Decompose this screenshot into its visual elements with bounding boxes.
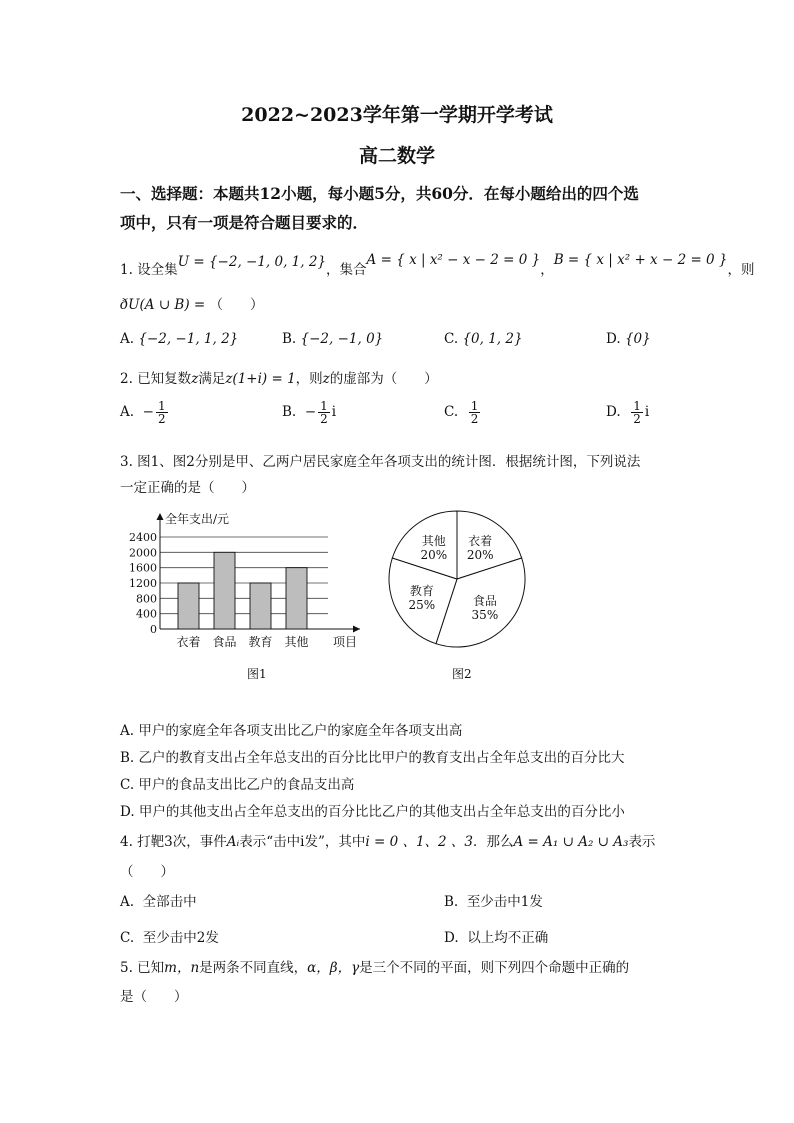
question-4-line1 — [120, 830, 655, 850]
option-sign: − — [304, 404, 317, 420]
section-heading-line1: 一、选择题：本题共12小题，每小题5分，共60分．在每小题给出的四个选 — [120, 184, 639, 203]
answer-paren: （ ） — [209, 297, 264, 313]
exam-subject: 高二数学 — [358, 145, 435, 167]
option-label: A. — [120, 894, 135, 910]
bar — [214, 552, 235, 629]
y-axis-arrow — [157, 513, 164, 520]
option-value: {0, 1, 2} — [462, 331, 523, 347]
denominator: 2 — [470, 412, 479, 426]
q2-option-a[interactable] — [120, 400, 170, 425]
slice-percent: 20% — [420, 548, 448, 563]
question-text: ，集合 — [326, 262, 367, 278]
lines-m-n: m，n — [164, 960, 200, 976]
set-B: B = { x | x² + x − 2 = 0 } — [553, 252, 728, 268]
fraction — [469, 400, 481, 425]
option-suffix: i — [331, 404, 337, 420]
q3-option-a[interactable]: A. 甲户的家庭全年各项支出比乙户的家庭全年各项支出高 — [120, 723, 463, 739]
x-tick-label: 食品 — [212, 635, 237, 649]
bar — [286, 568, 307, 629]
question-text: 是三个不同的平面，则下列四个命题中正确的 — [359, 960, 630, 976]
question-number: 2. — [120, 371, 133, 387]
option-sign: − — [142, 404, 154, 420]
question-3-line1: 3. 图1、图2分别是甲、乙两户居民家庭全年各项支出的统计图．根据统计图，下列说法 — [120, 454, 641, 470]
q1-option-d[interactable] — [606, 331, 651, 347]
fraction — [631, 400, 643, 425]
question-text: ， — [540, 262, 554, 278]
planes-alpha-beta-gamma: α，β，γ — [307, 960, 360, 976]
equation: z(1+i) = 1 — [225, 371, 296, 387]
question-text: 表示“击中i发”，其中 — [239, 834, 366, 850]
y-axis-label: 全年支出/元 — [165, 512, 230, 526]
q4-option-d[interactable] — [444, 926, 548, 946]
q4-option-b[interactable] — [444, 890, 543, 910]
variable-z: z — [322, 371, 330, 387]
question-text: ．那么 — [473, 834, 514, 850]
slice-label: 衣着 — [468, 534, 493, 549]
q2-option-b[interactable] — [282, 400, 336, 425]
option-value: {0} — [624, 331, 651, 347]
set-A: A = { x | x² − x − 2 = 0 } — [366, 252, 541, 268]
section-heading-line2: 项中，只有一项是符合题目要求的． — [120, 213, 369, 232]
y-tick-label: 400 — [136, 607, 157, 621]
option-label: B. — [282, 404, 297, 420]
question-text: 5. 已知 — [120, 960, 165, 976]
variable-z: z — [191, 371, 199, 387]
slice-label: 教育 — [409, 583, 434, 598]
fraction — [156, 400, 168, 425]
numerator: 1 — [633, 399, 641, 413]
question-1-line2 — [120, 293, 264, 313]
question-text: 4. 打靶3次，事件 — [120, 834, 227, 850]
numerator: 1 — [320, 399, 328, 413]
slice-percent: 35% — [471, 607, 499, 622]
q1-option-c[interactable] — [444, 331, 523, 347]
question-text: ，则 — [295, 371, 323, 387]
y-tick-label: 0 — [150, 623, 157, 636]
option-text: 以上均不正确 — [467, 930, 549, 946]
slice-label: 其他 — [421, 534, 446, 549]
y-tick-label: 800 — [136, 592, 157, 606]
denominator: 2 — [157, 412, 166, 426]
x-axis-arrow — [353, 626, 360, 633]
bar — [250, 583, 271, 629]
y-tick-label: 2400 — [129, 531, 157, 544]
complement-expression: ðU(A ∪ B) = — [120, 297, 206, 313]
question-3-line2: 一定正确的是（ ） — [120, 480, 255, 496]
question-number: 1. — [120, 262, 133, 278]
y-tick-label: 1600 — [129, 561, 157, 575]
option-label: D. — [606, 404, 621, 420]
figure-2-caption: 图2 — [452, 667, 472, 681]
question-1-line1 — [120, 252, 755, 278]
option-label: D. — [444, 930, 459, 946]
question-5-line2: 是（ ） — [120, 989, 188, 1005]
x-tick-label: 教育 — [248, 635, 273, 649]
slice-label: 食品 — [472, 593, 497, 608]
option-value: {−2, −1, 1, 2} — [138, 331, 239, 347]
option-label: B. — [282, 331, 297, 347]
event-Ai: Aᵢ — [226, 834, 240, 850]
pie-chart-figure-2 — [380, 505, 540, 655]
question-text: 是两条不同直线， — [199, 960, 308, 976]
q4-option-a[interactable] — [120, 890, 197, 910]
question-text: 的虚部为（ ） — [329, 371, 438, 387]
x-axis-label: 项目 — [333, 635, 358, 649]
q1-option-b[interactable] — [282, 331, 383, 347]
question-text: 表示 — [628, 834, 656, 850]
x-tick-label: 其他 — [284, 635, 309, 649]
slice-percent: 20% — [466, 548, 494, 563]
option-text: 至少击中2发 — [142, 930, 219, 946]
numerator: 1 — [157, 399, 166, 413]
question-4-line2: （ ） — [120, 864, 174, 880]
option-label: C. — [120, 930, 135, 946]
q1-option-a[interactable] — [120, 331, 238, 347]
question-text: 满足 — [198, 371, 226, 387]
y-tick-label: 2000 — [129, 546, 157, 560]
fraction — [318, 400, 330, 425]
q3-option-b[interactable]: B. 乙户的教育支出占全年总支出的百分比比甲户的教育支出占全年总支出的百分比大 — [120, 750, 625, 766]
x-tick-label: 衣着 — [176, 635, 201, 649]
option-label: B. — [444, 894, 459, 910]
option-text: 全部击中 — [142, 894, 197, 910]
option-label: C. — [444, 404, 459, 420]
denominator: 2 — [320, 412, 328, 426]
question-2-line1 — [120, 367, 438, 387]
q4-option-c[interactable] — [120, 926, 219, 946]
q2-option-d[interactable] — [606, 400, 649, 425]
exam-title: 2022~2023学年第一学期开学考试 — [241, 104, 553, 126]
bar — [178, 583, 199, 629]
option-label: C. — [444, 331, 459, 347]
figure-1-caption: 图1 — [247, 667, 267, 681]
index-values: i = 0 、1、2 、3 — [365, 834, 474, 850]
q2-option-c[interactable] — [444, 400, 482, 425]
q3-option-d[interactable]: D. 甲户的其他支出占全年总支出的百分比比乙户的其他支出占全年总支出的百分比小 — [120, 804, 625, 820]
option-text: 至少击中1发 — [466, 894, 543, 910]
question-text: 设全集 — [137, 262, 178, 278]
set-U: U = {−2, −1, 0, 1, 2} — [177, 254, 327, 270]
question-text: ，则 — [727, 262, 755, 278]
question-5-line1 — [120, 956, 629, 976]
option-suffix: i — [644, 404, 650, 420]
q3-option-c[interactable]: C. 甲户的食品支出比乙户的食品支出高 — [120, 777, 355, 793]
option-value: {−2, −1, 0} — [300, 331, 384, 347]
option-label: A. — [120, 331, 135, 347]
numerator: 1 — [470, 399, 479, 413]
option-label: D. — [606, 331, 621, 347]
question-text: 已知复数 — [137, 371, 192, 387]
bar-chart-figure-1 — [120, 505, 370, 655]
slice-percent: 25% — [408, 597, 436, 612]
option-label: A. — [120, 404, 135, 420]
y-tick-label: 1200 — [129, 577, 157, 590]
denominator: 2 — [633, 412, 641, 426]
union-expression: A = A₁ ∪ A₂ ∪ A₃ — [513, 834, 629, 850]
